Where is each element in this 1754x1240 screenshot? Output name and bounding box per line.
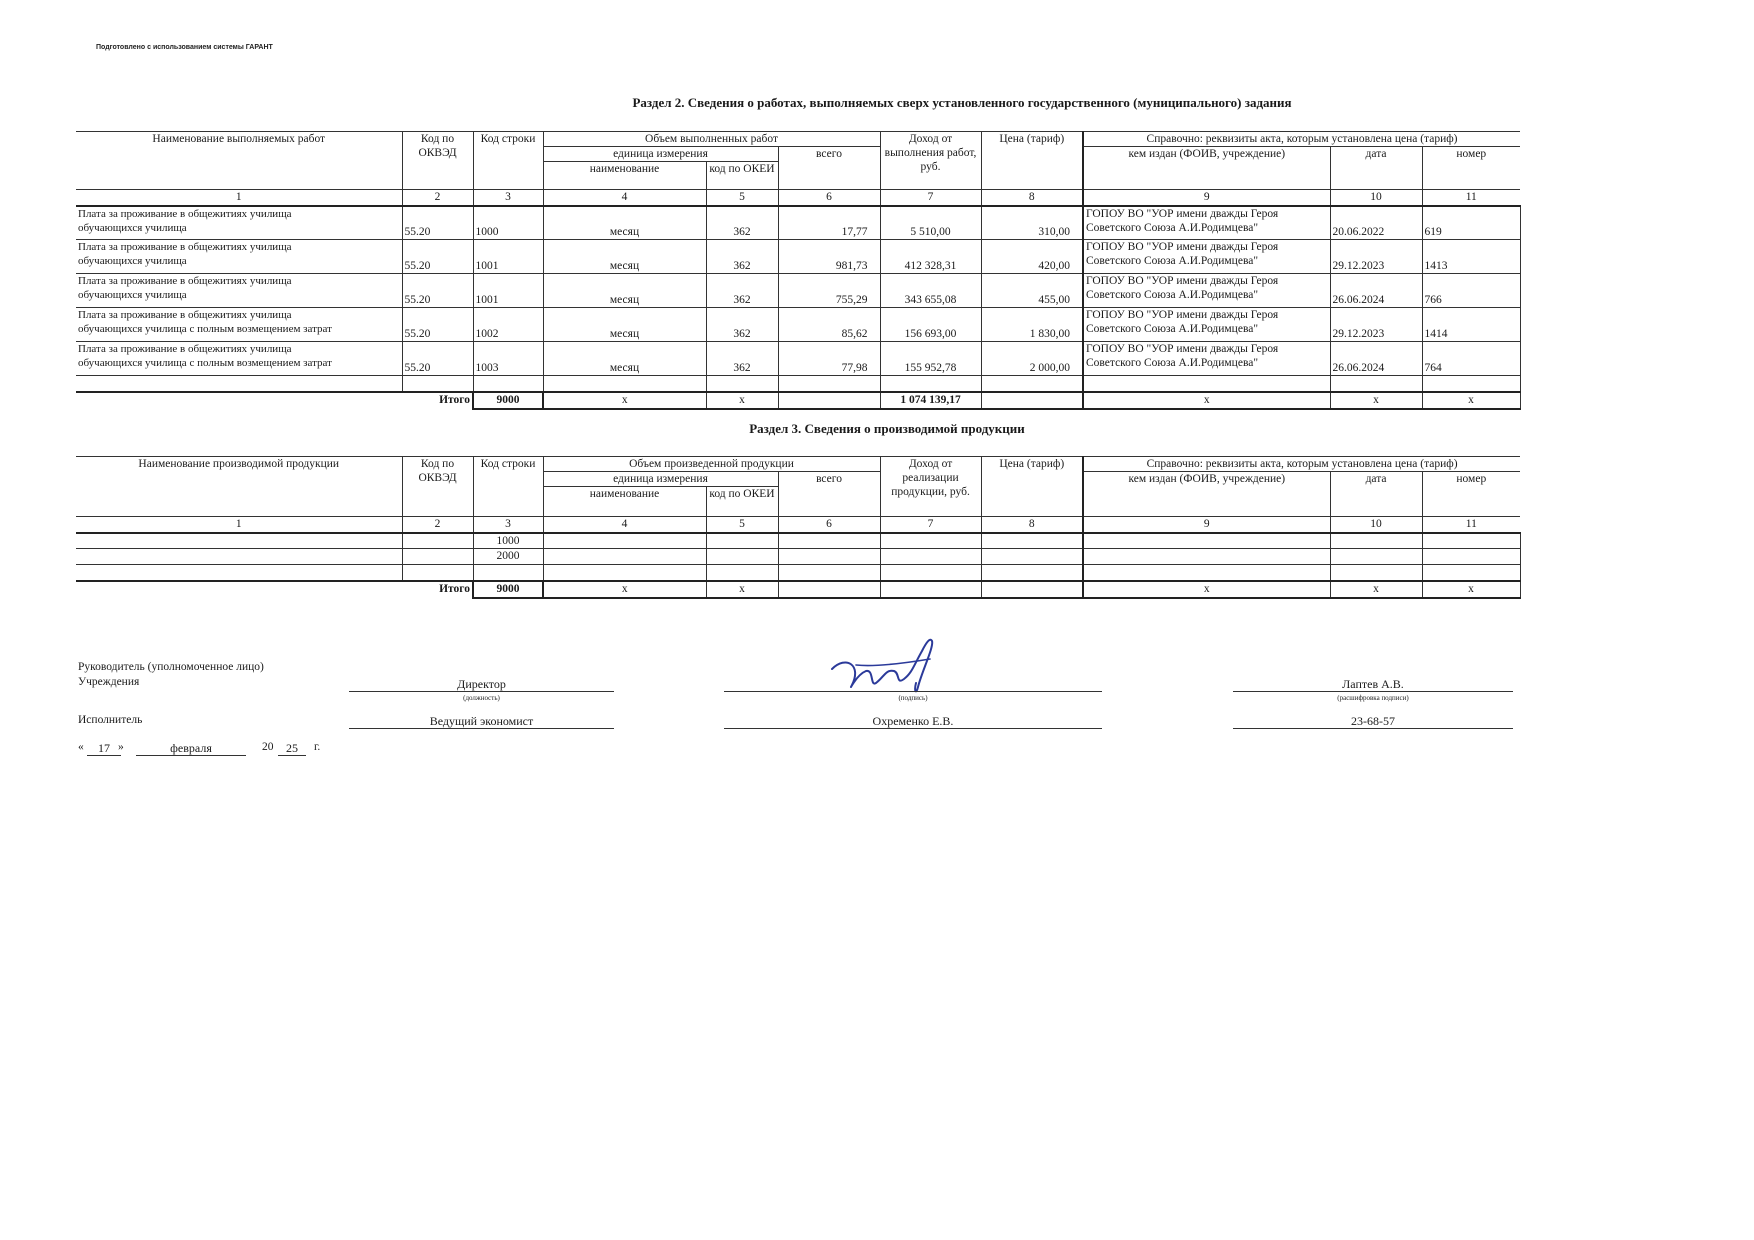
col-header-number: номер	[1422, 472, 1520, 517]
date-month: февраля	[170, 741, 212, 755]
table-row	[76, 342, 1520, 376]
date-cell: 26.06.2024	[1330, 342, 1422, 376]
total-number: x	[1422, 392, 1520, 409]
line-code-cell: 1003	[473, 342, 543, 376]
date-year-prefix: 20	[262, 741, 274, 753]
work-name-line1: Плата за проживание в общежитиях училища	[78, 309, 292, 321]
okei-cell: 362	[706, 206, 778, 240]
section3-table	[76, 456, 1521, 599]
okei-cell: 362	[706, 342, 778, 376]
total-number: x	[1422, 581, 1520, 598]
price-cell: 2 000,00	[981, 342, 1083, 376]
col-number: 1	[76, 190, 402, 206]
table-row-empty	[76, 565, 1520, 581]
col-number: 3	[473, 517, 543, 533]
col-header-issuer: кем издан (ФОИВ, учреждение)	[1083, 147, 1330, 190]
table-row	[76, 206, 1520, 240]
price-cell: 455,00	[981, 274, 1083, 308]
position-line	[349, 691, 614, 692]
col-header-unit: единица измерения	[543, 472, 778, 487]
work-name-cell	[76, 342, 402, 376]
date-suffix: г.	[314, 741, 321, 753]
work-name-line2: обучающихся училища	[78, 289, 187, 301]
issuer-line2: Советского Союза А.И.Родимцева"	[1086, 289, 1259, 301]
number-cell: 619	[1422, 206, 1520, 240]
okved-cell: 55.20	[402, 274, 473, 308]
col-header-total: всего	[778, 472, 880, 517]
total-label: Итого	[402, 392, 473, 409]
col-header-unit: единица измерения	[543, 147, 778, 162]
col-number: 5	[706, 190, 778, 206]
total-cell: 755,29	[778, 274, 880, 308]
date-day-line	[87, 755, 121, 756]
issuer-line1: ГОПОУ ВО "УОР имени дважды Героя	[1086, 207, 1279, 220]
total-unit: x	[543, 581, 706, 598]
total-cell: 77,98	[778, 342, 880, 376]
col-header-okved: Код по ОКВЭД	[402, 457, 473, 517]
number-cell: 766	[1422, 274, 1520, 308]
table-row	[76, 549, 1520, 565]
line-code-cell: 1001	[473, 240, 543, 274]
col-number: 6	[778, 190, 880, 206]
col-number: 4	[543, 190, 706, 206]
col-header-volume: Объем выполненных работ	[543, 132, 880, 147]
col-number: 5	[706, 517, 778, 533]
unit-cell: месяц	[543, 206, 706, 240]
col-header-number: номер	[1422, 147, 1520, 190]
head-name: Лаптев А.В.	[1342, 677, 1404, 691]
total-date: x	[1330, 581, 1422, 598]
line-code-cell: 1000	[473, 206, 543, 240]
total-okei: x	[706, 581, 778, 598]
work-name-cell	[76, 308, 402, 342]
col-header-reference: Справочно: реквизиты акта, которым установлена цена (тариф)	[1083, 457, 1520, 472]
line-code-cell: 1001	[473, 274, 543, 308]
executor-name: Охременко Е.В.	[872, 714, 954, 728]
issuer-cell	[1083, 308, 1330, 342]
work-name-line2: обучающихся училища	[78, 221, 187, 234]
line-code-cell: 2000	[473, 549, 543, 565]
price-cell: 420,00	[981, 240, 1083, 274]
issuer-line1: ГОПОУ ВО "УОР имени дважды Героя	[1086, 309, 1279, 321]
col-header-income: Доход от выполнения работ, руб.	[880, 132, 981, 190]
col-header-volume: Объем произведенной продукции	[543, 457, 880, 472]
unit-cell: месяц	[543, 274, 706, 308]
date-cell: 26.06.2024	[1330, 274, 1422, 308]
executor-phone: 23-68-57	[1351, 714, 1395, 728]
col-header-date: дата	[1330, 472, 1422, 517]
table-row	[76, 308, 1520, 342]
total-row	[76, 581, 1520, 598]
executor-label: Исполнитель	[78, 714, 143, 726]
signature-caption: (подпись)	[898, 694, 928, 702]
table-row	[76, 240, 1520, 274]
issuer-line1: ГОПОУ ВО "УОР имени дважды Героя	[1086, 241, 1279, 253]
col-header-name: Наименование выполняемых работ	[76, 132, 402, 190]
okved-cell: 55.20	[402, 240, 473, 274]
col-header-date: дата	[1330, 147, 1422, 190]
income-cell: 155 952,78	[880, 342, 981, 376]
okei-cell: 362	[706, 240, 778, 274]
issuer-line2: Советского Союза А.И.Родимцева"	[1086, 323, 1259, 335]
number-cell: 1414	[1422, 308, 1520, 342]
date-day: 17	[98, 741, 110, 755]
unit-cell: месяц	[543, 308, 706, 342]
total-code: 9000	[473, 581, 543, 598]
date-open-quote: «	[78, 741, 84, 753]
col-header-price: Цена (тариф)	[981, 132, 1083, 190]
line-code-cell: 1000	[473, 533, 543, 549]
executor-position-line	[349, 728, 614, 729]
issuer-cell	[1083, 274, 1330, 308]
col-header-okved: Код по ОКВЭД	[402, 132, 473, 190]
income-cell: 156 693,00	[880, 308, 981, 342]
total-issuer: x	[1083, 581, 1330, 598]
income-cell: 5 510,00	[880, 206, 981, 240]
col-number: 7	[880, 517, 981, 533]
date-close-quote: »	[118, 741, 124, 753]
work-name-cell	[76, 274, 402, 308]
col-number: 9	[1083, 517, 1330, 533]
col-number: 8	[981, 517, 1083, 533]
name-caption: (расшифровка подписи)	[1337, 694, 1409, 702]
unit-cell: месяц	[543, 342, 706, 376]
work-name-line1: Плата за проживание в общежитиях училища	[78, 207, 292, 220]
total-date: x	[1330, 392, 1422, 409]
date-cell: 29.12.2023	[1330, 308, 1422, 342]
section2-title: Раздел 2. Сведения о работах, выполняемых сверх установленного государственного (муниципального) задания	[632, 95, 1292, 110]
issuer-line1: ГОПОУ ВО "УОР имени дважды Героя	[1086, 275, 1279, 287]
col-header-price: Цена (тариф)	[981, 457, 1083, 517]
total-unit: x	[543, 392, 706, 409]
okved-cell: 55.20	[402, 206, 473, 240]
date-cell: 20.06.2022	[1330, 206, 1422, 240]
okved-cell: 55.20	[402, 308, 473, 342]
date-cell: 29.12.2023	[1330, 240, 1422, 274]
col-header-name: Наименование производимой продукции	[76, 457, 402, 517]
col-number: 6	[778, 517, 880, 533]
col-number: 4	[543, 517, 706, 533]
income-cell: 343 655,08	[880, 274, 981, 308]
issuer-line2: Советского Союза А.И.Родимцева"	[1086, 221, 1259, 234]
col-header-line-code: Код строки	[473, 132, 543, 190]
date-year: 25	[286, 741, 298, 755]
col-number: 7	[880, 190, 981, 206]
issuer-cell	[1083, 206, 1330, 240]
table-row	[76, 274, 1520, 308]
executor-name-line	[724, 728, 1102, 729]
total-income: 1 074 139,17	[880, 392, 981, 409]
head-name-line	[1233, 691, 1513, 692]
col-number: 2	[402, 517, 473, 533]
col-header-income: Доход от реализации продукции, руб.	[880, 457, 981, 517]
position-caption: (должность)	[463, 694, 500, 702]
position-text: Директор	[457, 677, 506, 691]
work-name-line1: Плата за проживание в общежитиях училища	[78, 275, 292, 287]
col-header-line-code: Код строки	[473, 457, 543, 517]
price-cell: 1 830,00	[981, 308, 1083, 342]
okei-cell: 362	[706, 308, 778, 342]
total-issuer: x	[1083, 392, 1330, 409]
col-header-reference: Справочно: реквизиты акта, которым установлена цена (тариф)	[1083, 132, 1520, 147]
work-name-line1: Плата за проживание в общежитиях училища	[78, 343, 292, 355]
issuer-line2: Советского Союза А.И.Родимцева"	[1086, 255, 1259, 267]
col-header-okei: код по ОКЕИ	[706, 487, 778, 517]
number-cell: 764	[1422, 342, 1520, 376]
col-number: 2	[402, 190, 473, 206]
institution-label: Учреждения	[78, 676, 140, 688]
total-row	[76, 392, 1520, 409]
issuer-cell	[1083, 342, 1330, 376]
work-name-line2: обучающихся училища с полным возмещением затрат	[78, 357, 332, 369]
col-header-okei: код по ОКЕИ	[706, 162, 778, 190]
work-name-line2: обучающихся училища с полным возмещением затрат	[78, 323, 332, 335]
okved-cell: 55.20	[402, 342, 473, 376]
number-cell: 1413	[1422, 240, 1520, 274]
issuer-line2: Советского Союза А.И.Родимцева"	[1086, 357, 1259, 369]
date-month-line	[136, 755, 246, 756]
work-name-line1: Плата за проживание в общежитиях училища	[78, 241, 292, 253]
work-name-cell	[76, 206, 402, 240]
total-label: Итого	[402, 581, 473, 598]
section3-title: Раздел 3. Сведения о производимой продукции	[749, 421, 1025, 436]
col-header-issuer: кем издан (ФОИВ, учреждение)	[1083, 472, 1330, 517]
table-row-empty	[76, 376, 1520, 392]
total-cell: 17,77	[778, 206, 880, 240]
col-number: 3	[473, 190, 543, 206]
work-name-cell	[76, 240, 402, 274]
executor-phone-line	[1233, 728, 1513, 729]
signature-image	[826, 625, 946, 700]
work-name-line2: обучающихся училища	[78, 255, 187, 267]
total-cell: 85,62	[778, 308, 880, 342]
col-header-unit-name: наименование	[543, 487, 706, 517]
line-code-cell: 1002	[473, 308, 543, 342]
col-number: 10	[1330, 517, 1422, 533]
price-cell: 310,00	[981, 206, 1083, 240]
total-okei: x	[706, 392, 778, 409]
table-row	[76, 533, 1520, 549]
date-year-line	[278, 755, 306, 756]
col-number: 10	[1330, 190, 1422, 206]
executor-position: Ведущий экономист	[429, 714, 534, 728]
col-header-total: всего	[778, 147, 880, 190]
head-label: Руководитель (уполномоченное лицо)	[78, 661, 264, 673]
issuer-cell	[1083, 240, 1330, 274]
col-number: 1	[76, 517, 402, 533]
col-number: 11	[1422, 190, 1520, 206]
unit-cell: месяц	[543, 240, 706, 274]
total-code: 9000	[473, 392, 543, 409]
garant-header: Подготовлено с использованием системы ГАРАНТ	[96, 44, 273, 51]
okei-cell: 362	[706, 274, 778, 308]
col-number: 9	[1083, 190, 1330, 206]
income-cell: 412 328,31	[880, 240, 981, 274]
total-cell: 981,73	[778, 240, 880, 274]
col-header-unit-name: наименование	[543, 162, 706, 190]
col-number: 11	[1422, 517, 1520, 533]
signature-line	[724, 691, 1102, 692]
col-number: 8	[981, 190, 1083, 206]
issuer-line1: ГОПОУ ВО "УОР имени дважды Героя	[1086, 343, 1279, 355]
section2-table	[76, 131, 1521, 410]
